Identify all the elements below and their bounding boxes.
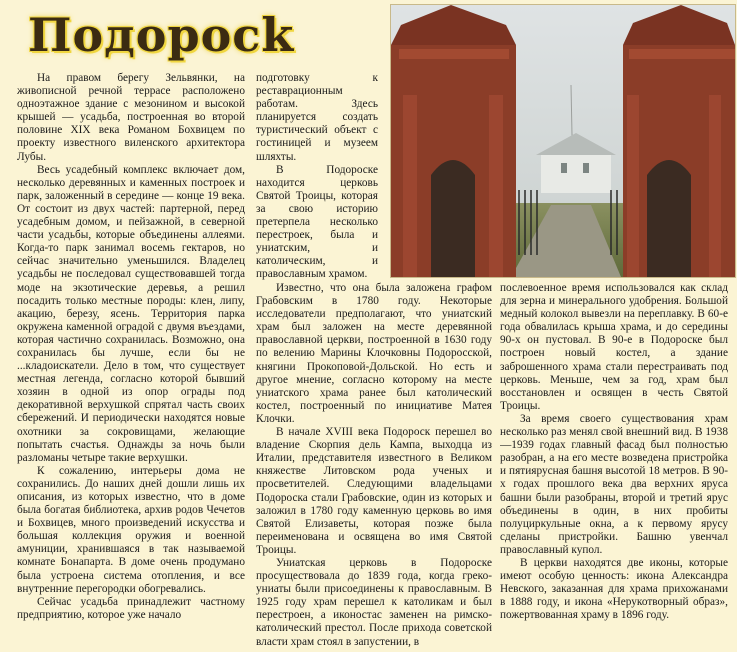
article-column-2 (256, 72, 378, 282)
estate-gate-photo (390, 4, 736, 278)
paragraph: Сейчас усадьба принадлежит частному предприятию, которое уже начало (17, 595, 245, 621)
article-title: Подоросk (28, 8, 295, 62)
paragraph: К сожалению, интерьеры дома не сохранились. До наших дней дошли лишь их описания, из которых известно, что в доме была богатая библиотека, архив родов Чечетов и Бохвицев, много произведений искусства и большая коллекция оружия и военной амуниции, хранившаяся в так называемой комнате Бонапарта. В доме очень продумано была устроена система отопления, и все внутренние перегородки обогревались. (17, 464, 245, 595)
paragraph: В начале XVIII века Подороск перешел во владение Скорпия дель Кампа, выходца из Италии, представителя известного в Великом княжестве Литовском рода ученых и просветителей. Следующими владельцами Подороска стали Грабовские, один из которых и заложил в 1780 году каменную церковь во имя Святой Елизаветы, которая позже была переименована и освящена во имя Святой Троицы. (256, 426, 492, 556)
gate-photo-illustration (391, 5, 735, 277)
paragraph: Весь усадебный комплекс включает дом, несколько деревянных и каменных построек и парк, заложенный в середине — конце 19 века. От состоит из двух частей: партерной, перед усадебным домом, и пейзажной, в северной части усадьбы, которые объединены аллеями. Когда-то парк занимал восемь гектаров, но сейчас значительно уменьшился. Владелец усадьбы не последовал существовавшей тогда моде на экзотические деревья, а решил посадить только местные породы: клен, липу, акацию, березу, ясень. Территория парка окружена каменной оградой с двумя въездами, которая частично сохранилась. Возможно, она сохранилась бы лучше, если бы не ...кладоискатели. Дело в том, что существует местная легенда, согласно которой бывший хозяин в одной из опор ограды под декоративной верхушкой спрятал часть своих сбережений. И периодически находятся новые охотники за сокровищами, желающие попытать счастья. Однажды за ночь были разломаны четыре такие верхушки. (17, 163, 245, 464)
paragraph: На правом берегу Зельвянки, на живописной речной террасе расположено одноэтажное здание с мезонином и высокой крышей — усадьба, построенная во второй половине XIX века Романом Бохвицем по проекту известного виленского архитектора Лубы. (17, 72, 245, 163)
article-column-1 (17, 72, 245, 650)
left-gate-pillar (391, 5, 516, 277)
paragraph: послевоенное время использовался как склад для зерна и минерального удобрения. Большой медный колокол вывезли на переплавку. В 60-е года обвалилась крыша храма, и до середины 90-х он пустовал. В 90-е в Подороске был построен новый костел, а здание заброшенного храма стали перестраивать под церковь. Меньше, чем за год, храм был восстановлен и освящен в честь Святой Троицы. (500, 282, 728, 412)
paragraph: За время своего существования храм несколько раз менял свой внешний вид. В 1938—1939 годах главный фасад был полностью разобран, а на его месте возведена пристройка и пятиярусная башня высотой 18 метров. В 90-х годах прошлого века два верхних яруса башни были разобраны, второй и третий ярус объединены в один, в них пробиты полуциркульные окна, а к первому ярусу сделаны пристройки. Башню увенчал православный купол. (500, 412, 728, 556)
paragraph: Униатская церковь в Подороске просуществовала до 1839 года, когда греко-униаты были присоединены к православным. В 1925 году храм перешел к католикам и был перестроен, а иконостас заменен на римско-католический престол. После прихода советской власти храм стоял в запустении, в (256, 556, 492, 648)
paragraph: В церкви находятся две иконы, которые имеют особую ценность: икона Александра Невского, заказанная для храма прихожанами в 1888 году, и икона «Нерукотворный образ», пожертвованная храму в 1896 году. (500, 556, 728, 622)
article-column-3 (256, 282, 492, 650)
article-column-4 (500, 282, 728, 650)
paragraph: Известно, что она была заложена графом Грабовским в 1780 году. Некоторые исследователи предполагают, что униатский храм был заложен на месте деревянной православной церкви, построенной в 1630 году по велению Марины Клочковны Подоросской, княгини Прокоповой-Дольской. Но есть и другое мнение, согласно которому на месте униатского храма ранее был католический костел, построенный по инициативе Матея Клочки. (256, 282, 492, 425)
right-gate-pillar (623, 5, 735, 277)
paragraph: В Подороске находится церковь Святой Троицы, которая за свою историю претерпела несколько перестроек, была и униатским, и католическим, и православным храмом. (256, 163, 378, 281)
paragraph: подготовку к реставрационным работам. Здесь планируется создать туристический объект с гостиницей и музеем шляхты. (256, 72, 378, 163)
